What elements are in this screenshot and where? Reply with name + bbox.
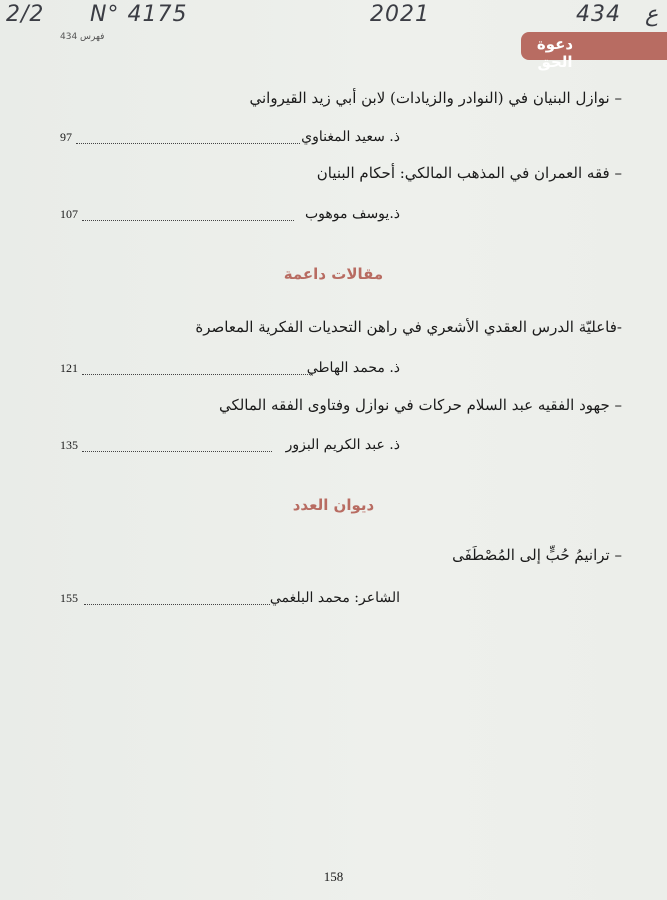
- header-index-label: فهرس 434: [60, 32, 105, 42]
- toc-page-number: 121: [60, 361, 78, 375]
- toc-entry-author: الشاعر: محمد البلغمي: [269, 590, 400, 606]
- toc-entry-author: ذ.يوسف موهوب: [304, 206, 400, 222]
- toc-entry-title: -فاعليّة الدرس العقدي الأشعري في راهن التحديات الفكرية المعاصرة: [195, 318, 622, 336]
- toc-entry-author-row: [60, 360, 400, 382]
- toc-entry-author: ذ. محمد الهاطي: [306, 360, 400, 376]
- section-heading-articles: مقالات داعمة: [283, 265, 384, 283]
- handwritten-annotation-number: N° 4175: [90, 2, 188, 27]
- page-number: 158: [323, 869, 344, 884]
- toc-entry-author-row: [60, 590, 400, 612]
- toc-page-number: 155: [60, 591, 78, 605]
- dot-leader: [82, 451, 272, 452]
- toc-entry-author-row: [60, 206, 400, 228]
- toc-page-number: 97: [60, 130, 72, 144]
- dot-leader: [76, 143, 300, 144]
- dot-leader: [82, 220, 294, 221]
- toc-entry-title: – فقه العمران في المذهب المالكي: أحكام البنيان: [316, 164, 622, 182]
- toc-entry-author: ذ. سعيد المغناوي: [301, 129, 400, 145]
- dot-leader: [82, 374, 312, 375]
- magazine-logo: دعوة الحق: [536, 35, 574, 71]
- handwritten-annotation-issue: 434: [576, 2, 621, 27]
- handwritten-annotation-letter: ع: [645, 2, 659, 27]
- dot-leader: [84, 604, 270, 605]
- toc-page-number: 107: [60, 207, 78, 221]
- handwritten-annotation-year: 2021: [370, 2, 430, 27]
- toc-page-number: 135: [60, 438, 78, 452]
- toc-entry-title: – نوازل البنيان في (النوادر والزيادات) لابن أبي زيد القيرواني: [249, 89, 622, 107]
- toc-entry-author: ذ. عبد الكريم البزور: [285, 437, 400, 453]
- toc-entry-title: – جهود الفقيه عبد السلام حركات في نوازل وفتاوى الفقه المالكي: [218, 396, 622, 414]
- handwritten-annotation-left: 2/2: [6, 2, 45, 27]
- toc-entry-title: – ترانيمُ حُبٍّ إلى المُصْطَفَى: [452, 546, 622, 564]
- section-heading-diwan: ديوان العدد: [292, 496, 375, 514]
- toc-entry-author-row: [60, 129, 400, 151]
- toc-entry-author-row: [60, 437, 400, 459]
